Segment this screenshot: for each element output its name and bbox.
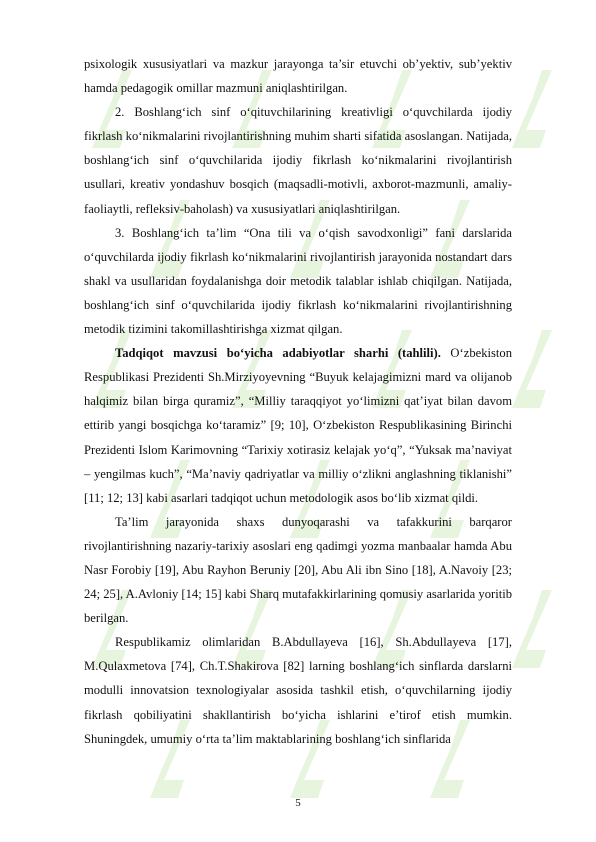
paragraph-point-2: 2. Boshlang‘ich sinf o‘qituvchilarining kreativligi o‘quvchilarda ijodiy fikrlash ko‘nikmalarini rivojlantirishning muhim sharti sifatida asoslangan. Natijada, boshlang‘ich sinf o‘quvchilarida ijodiy fikrlash ko‘nikmalarini rivojlantirish usullari, kreativ yondashuv bosqich (maqsadli-motivli, axborot-mazmunli, amaliy-faoliaytli, refleksiv-baholash) va xususiyatlari aniqlashtirilgan. [84,105,512,216]
paragraph-point-3: 3. Boshlang‘ich ta’lim “Ona tili va o‘qish savodxonligi” fani darslarida o‘quvchilarda ijodiy fikrlash ko‘nikmalarini rivojlantirish jarayonida nostandart dars shakl va usullaridan foydalanishga doir metodik talablar ishlab chiqilgan. Natijada, boshlang‘ich sinf o‘quvchilarida ijodiy fikrlash ko‘nikmalarini rivojlantirishning metodik tizimini takomillashtirishga xizmat qilgan. [84,225,512,337]
body-text [84,52,512,751]
paragraph-historical-basis: Ta’lim jarayonida shaxs dunyoqarashi va tafakkurini barqaror rivojlantirishning nazariy-tarixiy asoslari eng qadimgi yozma manbaalar hamda Abu Nasr Forobiy [19], Abu Rayhon Beruniy [20], Abu Ali ibn Sino [18], A.Navoiy [23; 24; 25], A.Avloniy [14; 15] kabi Sharq mutafakkirlarining qomusiy asarlarida yoritib berilgan. [84,514,512,626]
watermark-logo-icon [512,330,552,408]
paragraph-scholars: Respublikamiz olimlaridan B.Abdullayeva [16], Sh.Abdullayeva [17], M.Qulaxmetova [74], Ch.T.Shakirova [82] larning boshlang‘ich sinflarda darslarni modulli innovatsion texnologiyalar asosida tashkil etish, o‘quvchilarning ijodiy fikrlash qobiliyatini shakllantirish bo‘yicha ishlarini e’tirof etish mumkin. Shuningdek, umumiy o‘rta ta’lim maktablarining boshlang‘ich sinflarida [84,635,512,746]
paragraph-continuation: psixologik xususiyatlari va mazkur jarayonga ta’sir etuvchi ob’yektiv, sub’yektiv hamda pedagogik omillar mazmuni aniqlashtirilgan. [84,57,512,96]
watermark-logo-icon [512,590,552,668]
page-number: 5 [295,797,301,809]
paragraph-literature-review: Tadqiqot mavzusi bo‘yicha adabiyotlar sharhi (tahlili). O‘zbekiston Respublikasi Prezidenti Sh.Mirziyoyevning “Buyuk kelajagimizni mard va olijanob halqimiz bilan birga quramiz”, “Milliy taraqqiyot yo‘limizni qat’iyat bilan davom ettirib yangi bosqichga ko‘taramiz” [9; 10], O‘zbekiston Respublikasining Birinchi Prezidenti Islom Karimovning “Tarixiy xotirasiz kelajak yo‘q”, “Yuksak ma’naviyat – yengilmas kuch”, “Ma’naviy qadriyatlar va milliy o‘zlikni anglashning tiklanishi” [11; 12; 13] kabi asarlari tadqiqot uchun metodologik asos bo‘lib xizmat qildi. [84,346,512,505]
section-heading: Tadqiqot mavzusi bo‘yicha adabiyotlar sharhi (tahlili). [115,346,441,361]
watermark-logo-icon [512,70,552,148]
